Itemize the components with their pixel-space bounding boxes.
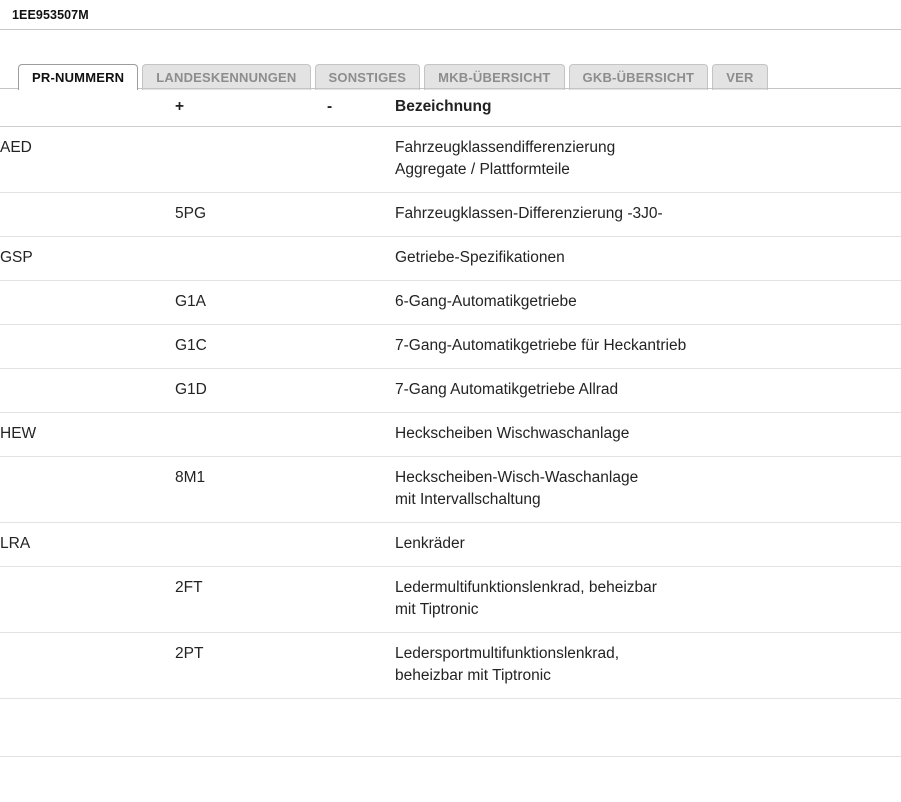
description-line-1: Heckscheiben-Wisch-Waschanlage — [395, 469, 639, 486]
description-line-1: 7-Gang Automatikgetriebe Allrad — [395, 381, 619, 398]
table-row[interactable] — [0, 193, 901, 237]
table-header — [0, 89, 901, 127]
spacer-cell — [327, 699, 395, 757]
description-line-1: 7-Gang-Automatikgetriebe für Heckantrieb — [395, 337, 687, 354]
cell-description — [395, 633, 901, 699]
cell-code: 2PT — [175, 633, 327, 699]
description-line-2: Aggregate / Plattformteile — [395, 161, 570, 178]
table-body — [0, 127, 901, 757]
description-line-1: Ledersportmultifunktionslenkrad, — [395, 645, 620, 662]
cell-code — [175, 413, 327, 457]
cell-description — [395, 127, 901, 193]
table-row[interactable] — [0, 325, 901, 369]
cell-description — [395, 325, 901, 369]
description-line-1: Fahrzeugklassen-Differenzierung -3J0- — [395, 205, 663, 222]
cell-minus — [327, 127, 395, 193]
cell-minus — [327, 369, 395, 413]
cell-description — [395, 567, 901, 633]
cell-group — [0, 325, 175, 369]
table-row[interactable] — [0, 413, 901, 457]
table-row[interactable] — [0, 281, 901, 325]
cell-code: 8M1 — [175, 457, 327, 523]
pr-table-container — [0, 89, 901, 757]
cell-group — [0, 457, 175, 523]
cell-group — [0, 369, 175, 413]
tab-label: LANDESKENNUNGEN — [156, 70, 297, 85]
table-row[interactable] — [0, 457, 901, 523]
table-row[interactable] — [0, 567, 901, 633]
table-row[interactable] — [0, 237, 901, 281]
tab-label: PR-NUMMERN — [32, 70, 125, 85]
pr-table — [0, 89, 901, 757]
cell-minus — [327, 457, 395, 523]
tab-landeskennungen[interactable] — [142, 64, 310, 90]
table-row[interactable] — [0, 633, 901, 699]
tab-ver[interactable] — [712, 64, 767, 90]
header-bar — [0, 0, 901, 30]
table-row[interactable] — [0, 127, 901, 193]
cell-code: 2FT — [175, 567, 327, 633]
tab-gkb-uebersicht[interactable] — [569, 64, 709, 90]
cell-minus — [327, 633, 395, 699]
spacer-cell — [0, 699, 175, 757]
cell-minus — [327, 237, 395, 281]
cell-code: G1D — [175, 369, 327, 413]
cell-description — [395, 369, 901, 413]
cell-minus — [327, 325, 395, 369]
cell-group: LRA — [0, 523, 175, 567]
cell-group — [0, 193, 175, 237]
table-header-row — [0, 89, 901, 127]
cell-group — [0, 633, 175, 699]
table-row[interactable] — [0, 369, 901, 413]
cell-minus — [327, 281, 395, 325]
cell-description — [395, 457, 901, 523]
cell-description — [395, 281, 901, 325]
tab-label: MKB-ÜBERSICHT — [438, 70, 551, 85]
tab-pr-nummern[interactable] — [18, 64, 138, 90]
cell-description — [395, 523, 901, 567]
description-line-1: 6-Gang-Automatikgetriebe — [395, 293, 577, 310]
table-footer-spacer — [0, 699, 901, 757]
column-header-plus: + — [175, 89, 327, 127]
cell-minus — [327, 523, 395, 567]
cell-code — [175, 237, 327, 281]
cell-group — [0, 281, 175, 325]
tab-label: SONSTIGES — [328, 70, 407, 85]
description-line-1: Ledermultifunktionslenkrad, beheizbar — [395, 579, 657, 596]
tab-sonstiges[interactable] — [315, 64, 421, 90]
description-line-1: Getriebe-Spezifikationen — [395, 249, 565, 266]
cell-group: GSP — [0, 237, 175, 281]
cell-description — [395, 413, 901, 457]
cell-group — [0, 567, 175, 633]
cell-minus — [327, 567, 395, 633]
cell-description — [395, 193, 901, 237]
cell-minus — [327, 193, 395, 237]
description-line-2: beheizbar mit Tiptronic — [395, 667, 551, 684]
description-line-1: Heckscheiben Wischwaschanlage — [395, 425, 630, 442]
description-line-2: mit Intervallschaltung — [395, 491, 541, 508]
cell-group: HEW — [0, 413, 175, 457]
column-header-minus: - — [327, 89, 395, 127]
column-header-group — [0, 89, 175, 127]
cell-description — [395, 237, 901, 281]
cell-code: G1A — [175, 281, 327, 325]
page-title: 1EE953507M — [12, 7, 89, 22]
tab-bar — [0, 61, 901, 89]
spacer-cell — [395, 699, 901, 757]
description-line-1: Lenkräder — [395, 535, 465, 552]
cell-code: 5PG — [175, 193, 327, 237]
column-header-description: Bezeichnung — [395, 89, 901, 127]
tab-label: GKB-ÜBERSICHT — [582, 70, 695, 85]
cell-minus — [327, 413, 395, 457]
cell-code — [175, 127, 327, 193]
tab-label: VER — [726, 70, 754, 85]
description-line-1: Fahrzeugklassendifferenzierung — [395, 139, 616, 156]
cell-code: G1C — [175, 325, 327, 369]
table-row[interactable] — [0, 523, 901, 567]
tab-mkb-uebersicht[interactable] — [424, 64, 564, 90]
spacer-cell — [175, 699, 327, 757]
description-line-2: mit Tiptronic — [395, 601, 479, 618]
cell-code — [175, 523, 327, 567]
cell-group: AED — [0, 127, 175, 193]
